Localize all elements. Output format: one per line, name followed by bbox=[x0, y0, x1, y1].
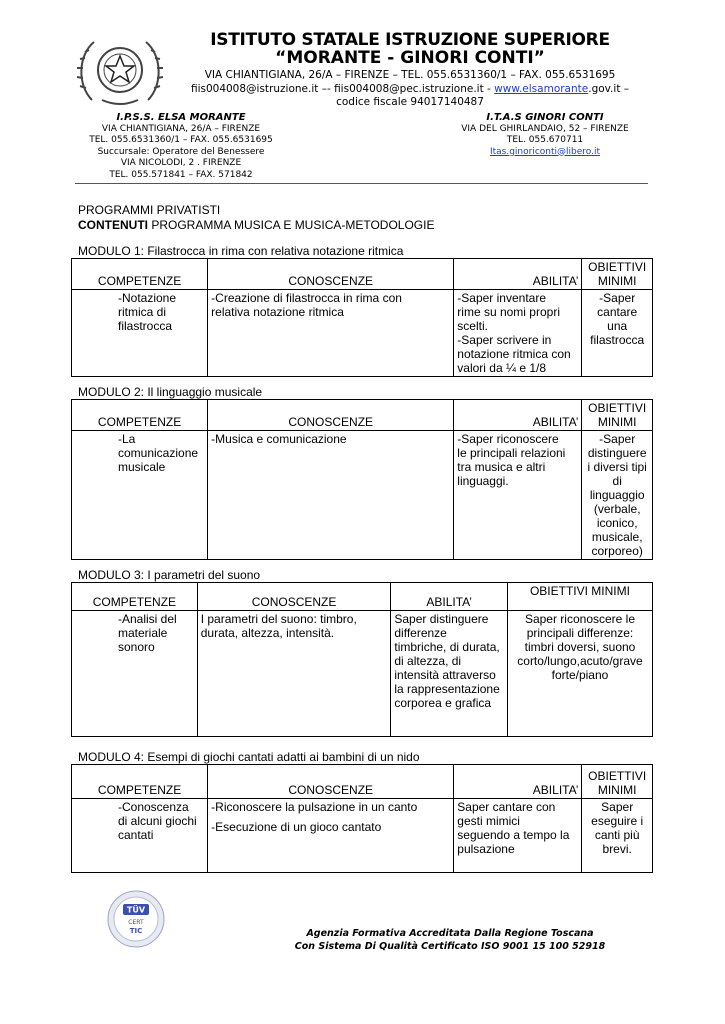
header-obiettivi-b: MINIMI bbox=[597, 274, 637, 288]
cell-line: filastrocca bbox=[118, 319, 173, 333]
cell-conoscenze bbox=[197, 611, 391, 737]
cell-obiettivi bbox=[582, 799, 653, 873]
cell-line: di alcuni giochi bbox=[118, 814, 197, 828]
cell-line: comunicazione bbox=[118, 446, 199, 460]
cell-line: -Saper bbox=[599, 291, 636, 305]
header-conoscenze: CONOSCENZE bbox=[197, 583, 391, 611]
cell-conoscenze bbox=[208, 799, 454, 873]
logo-text-bottom: TIC bbox=[129, 927, 143, 935]
logo-text-top: TÜV bbox=[126, 905, 146, 915]
cell-line: linguaggi. bbox=[457, 474, 509, 488]
cell-line: Saper distinguere bbox=[394, 612, 489, 626]
header-competenze: COMPETENZE bbox=[72, 765, 208, 799]
footer-accreditation: Agenzia Formativa Accreditata Dalla Regione Toscana bbox=[306, 928, 594, 939]
module-table bbox=[71, 399, 653, 560]
header-obiettivi bbox=[582, 400, 653, 431]
cell-line: I parametri del suono: timbro, bbox=[200, 612, 357, 626]
cell-line: timbri doversi, suono bbox=[524, 640, 636, 654]
program-type: PROGRAMMI PRIVATISTI bbox=[78, 203, 221, 217]
cell-competenze bbox=[72, 431, 208, 560]
left-school-block bbox=[66, 112, 296, 181]
cell-competenze bbox=[72, 290, 208, 377]
cell-competenze bbox=[72, 611, 198, 737]
cell-obiettivi bbox=[582, 431, 653, 560]
header-competenze: COMPETENZE bbox=[72, 583, 198, 611]
cell-line: musicale bbox=[118, 460, 166, 474]
header-conoscenze: CONOSCENZE bbox=[208, 400, 454, 431]
certification-logo-icon bbox=[105, 888, 167, 950]
header-obiettivi-a: OBIETTIVI bbox=[588, 260, 647, 274]
header-obiettivi: OBIETTIVI MINIMI bbox=[507, 583, 652, 611]
header-obiettivi-a: OBIETTIVI bbox=[588, 401, 647, 415]
cell-line: ritmica di bbox=[118, 305, 167, 319]
left-school-name: I.P.S.S. ELSA MORANTE bbox=[116, 112, 246, 123]
header-competenze: COMPETENZE bbox=[72, 259, 208, 290]
header-abilita: ABILITA’ bbox=[454, 765, 582, 799]
cell-line: di bbox=[612, 474, 622, 488]
contents-text: PROGRAMMA MUSICA E MUSICA-METODOLOGIE bbox=[148, 218, 435, 232]
program-contents bbox=[78, 218, 434, 232]
right-school-block bbox=[430, 112, 660, 158]
header-abilita: ABILITA’ bbox=[454, 259, 582, 290]
module-table bbox=[71, 258, 653, 377]
right-school-name: I.T.A.S GINORI CONTI bbox=[486, 112, 604, 123]
cell-abilita bbox=[391, 611, 508, 737]
cell-line: -Conoscenza bbox=[118, 800, 189, 814]
right-school-line: TEL. 055.670711 bbox=[506, 135, 584, 145]
cell-abilita bbox=[454, 799, 582, 873]
cell-line: -Saper bbox=[599, 432, 636, 446]
header-competenze: COMPETENZE bbox=[72, 400, 208, 431]
left-school-line: TEL. 055.6531360/1 – FAX. 055.6531695 bbox=[89, 135, 273, 145]
cell-abilita bbox=[454, 290, 582, 377]
cell-line: linguaggio bbox=[589, 488, 645, 502]
header-obiettivi bbox=[582, 765, 653, 799]
cell-line: brevi. bbox=[602, 842, 632, 856]
cell-abilita bbox=[454, 431, 582, 560]
cell-line: durata, altezza, intensità. bbox=[200, 626, 335, 640]
cell-line: corporeo) bbox=[591, 544, 643, 558]
cell-line: distinguere bbox=[587, 446, 647, 460]
cell-line: differenze bbox=[394, 626, 447, 640]
header-conoscenze: CONOSCENZE bbox=[208, 765, 454, 799]
cell-line: forte/piano bbox=[551, 668, 609, 682]
fiscal-code: codice fiscale 94017140487 bbox=[336, 96, 484, 108]
cell-line: musicale, bbox=[591, 530, 643, 544]
cell-line: sonoro bbox=[118, 640, 155, 654]
cell-line: -Saper scrivere in bbox=[457, 333, 552, 347]
cell-line: corporea e grafica bbox=[394, 696, 492, 710]
cell-line: (verbale, bbox=[593, 502, 641, 516]
right-school-line: VIA DEL GHIRLANDAIO, 52 – FIRENZE bbox=[461, 123, 629, 134]
cell-conoscenze bbox=[208, 431, 454, 560]
cell-line: seguendo a tempo la bbox=[457, 828, 570, 842]
cell-line: canti più bbox=[594, 828, 640, 842]
cell-obiettivi bbox=[582, 290, 653, 377]
footer-certification: Con Sistema Di Qualità Certificato ISO 9001 15 100 52918 bbox=[294, 941, 606, 952]
cell-line: Saper cantare con bbox=[457, 800, 556, 814]
institute-name: “MORANTE - GINORI CONTI” bbox=[275, 48, 545, 68]
institute-emails bbox=[160, 83, 660, 95]
cell-line: pulsazione bbox=[457, 842, 515, 856]
header-conoscenze: CONOSCENZE bbox=[208, 259, 454, 290]
cell-line: relativa notazione ritmica bbox=[211, 305, 344, 319]
header-abilita: ABILITA’ bbox=[391, 583, 508, 611]
cell-line: eseguire i bbox=[591, 814, 644, 828]
module-title: MODULO 1: Filastrocca in rima con relativa notazione ritmica bbox=[78, 244, 404, 258]
left-school-line: VIA CHIANTIGIANA, 26/A – FIRENZE bbox=[101, 123, 261, 134]
cell-line: -Analisi del bbox=[118, 612, 177, 626]
header-obiettivi-b: MINIMI bbox=[597, 783, 637, 797]
cell-line: intensità attraverso bbox=[394, 668, 496, 682]
cell-line: notazione ritmica con bbox=[457, 347, 571, 361]
module-title: MODULO 2: Il linguaggio musicale bbox=[78, 385, 263, 399]
cell-line: cantati bbox=[118, 828, 154, 842]
cell-line: materiale bbox=[118, 626, 168, 640]
cell-line: -Musica e comunicazione bbox=[211, 432, 347, 446]
cell-line: -Saper riconoscere bbox=[457, 432, 559, 446]
cell-line: cantare bbox=[597, 305, 638, 319]
cell-line: gesti mimici bbox=[457, 814, 520, 828]
republic-emblem-icon bbox=[72, 30, 168, 110]
cell-line: le principali relazioni bbox=[457, 446, 566, 460]
institute-title: ISTITUTO STATALE ISTRUZIONE SUPERIORE bbox=[210, 30, 610, 50]
cell-line: iconico, bbox=[596, 516, 638, 530]
left-school-line: Succursale: Operatore del Benessere bbox=[97, 146, 265, 157]
header-divider bbox=[75, 183, 648, 184]
contents-label: CONTENUTI bbox=[78, 218, 148, 232]
cell-line: principali differenze: bbox=[526, 626, 634, 640]
header-obiettivi-b: MINIMI bbox=[597, 415, 637, 429]
cell-line: la rappresentazione bbox=[394, 682, 500, 696]
cell-line: -Saper inventare bbox=[457, 291, 546, 305]
cell-line: -Notazione bbox=[118, 291, 177, 305]
cell-line: Saper riconoscere le bbox=[524, 612, 636, 626]
module-title: MODULO 4: Esempi di giochi cantati adatti ai bambini di un nido bbox=[78, 750, 420, 764]
cell-line: corto/lungo,acuto/grave bbox=[517, 654, 643, 668]
cell-line: valori da ¼ e 1/8 bbox=[457, 361, 547, 375]
cell-line: tra musica e altri bbox=[457, 460, 546, 474]
cell-competenze bbox=[72, 799, 208, 873]
institute-emails-text: fiis004008@istruzione.it –- fiis004008@pec.istruzione.it - bbox=[190, 83, 495, 95]
website-link[interactable]: www.elsamorante bbox=[494, 83, 589, 95]
header-obiettivi-a: OBIETTIVI bbox=[588, 769, 647, 783]
cell-line: -Esecuzione di un gioco cantato bbox=[211, 820, 382, 834]
cell-line: i diversi tipi bbox=[587, 460, 647, 474]
cell-line: una bbox=[607, 319, 628, 333]
header-abilita: ABILITA’ bbox=[454, 400, 582, 431]
cell-line: -Creazione di filastrocca in rima con bbox=[211, 291, 402, 305]
left-school-line: TEL. 055.571841 – FAX. 571842 bbox=[109, 169, 253, 180]
module-table bbox=[71, 764, 653, 873]
cell-line: rime su nomi propri bbox=[457, 305, 560, 319]
logo-text-mid: CERT bbox=[128, 919, 144, 926]
module-table bbox=[71, 582, 653, 737]
cell-line: -Riconoscere la pulsazione in un canto bbox=[211, 800, 418, 814]
header-obiettivi bbox=[582, 259, 653, 290]
module-title: MODULO 3: I parametri del suono bbox=[78, 568, 261, 582]
left-school-line: VIA NICOLODI, 2 . FIRENZE bbox=[120, 158, 242, 168]
institute-address: VIA CHIANTIGIANA, 26/A – FIRENZE – TEL. 055.6531360/1 – FAX. 055.6531695 bbox=[204, 69, 616, 81]
cell-line: scelti. bbox=[457, 319, 488, 333]
cell-line: filastrocca bbox=[590, 333, 645, 347]
cell-line: timbriche, di durata, bbox=[394, 640, 500, 654]
cell-line: -La bbox=[118, 432, 136, 446]
cell-conoscenze bbox=[208, 290, 454, 377]
cell-line: Saper bbox=[601, 800, 634, 814]
website-suffix: .gov.it – bbox=[588, 83, 630, 95]
cell-line: di altezza, di bbox=[394, 654, 462, 668]
cell-obiettivi bbox=[507, 611, 652, 737]
right-school-email-link[interactable]: Itas.ginoriconti@libero.it bbox=[489, 146, 601, 157]
